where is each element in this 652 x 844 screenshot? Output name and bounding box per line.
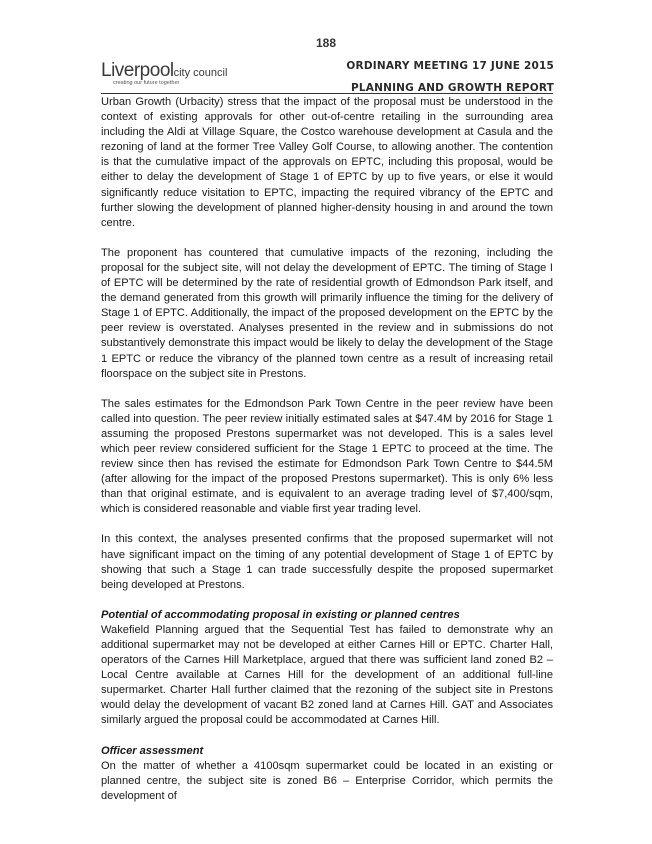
paragraph: On the matter of whether a 4100sqm supermarket could be located in an existing or planned centre, the subject site is zoned B6 – Enterprise Corridor, which permits the development of — [101, 759, 553, 802]
paragraph: The proponent has countered that cumulative impacts of the rezoning, including the proposal for the subject site, will not delay the development of EPTC. The timing of Stage I of EPTC will be determined by the rate of residential growth of Edmondson Park itself, and the demand generated from this growth will primarily influence the timing for the delivery of Stage 1 of EPTC. Additionally, the impact of the proposed development on the EPTC by the peer review is overstated. Analyses presented in the review and in submissions do not substantively demonstrate this impact would be likely to delay the development of the Stage 1 EPTC or reduce the vibrancy of the planned town centre as a result of increasing retail floorspace on the subject site in Prestons. — [101, 246, 553, 380]
logo-tagline: creating our future together — [113, 80, 180, 86]
logo-main-text: Liverpool — [101, 60, 174, 81]
paragraph: Urban Growth (Urbacity) stress that the impact of the proposal must be understood in the context of existing approvals for other out-of-centre retailing in the surrounding area including the Aldi at Village Square, the Costco warehouse development at Casula and the rezoning of land at the former Tree Valley Golf Course, to allowing another. The contention is that the cumulative impact of the approvals on EPTC, including this proposal, would be either to delay the development of Stage 1 of EPTC by up to five years, or else it would significantly reduce visitation to EPTC, impacting the required vibrancy of the EPTC and further slowing the development of planned higher-density housing in and around the town centre. — [101, 96, 553, 229]
council-logo — [101, 60, 227, 86]
paragraph: The sales estimates for the Edmondson Park Town Centre in the peer review have been called into question. The peer review initially estimated sales at $47.4M by 2016 for Stage 1 assuming the proposed Prestons supermarket was not developed. This is a sales level which peer review considered sufficient for the Stage 1 EPTC to proceed at the time. The review since then has revised the estimate for Edmondson Park Town Centre to $44.5M (after allowing for the impact of the proposed Prestons supermarket). This is only 6% less than that original estimate, and is equivalent to an average trading level of $7,400/sqm, which is considered reasonable and viable first year trading level. — [101, 397, 553, 516]
logo-wordmark — [101, 60, 227, 82]
meeting-title: ORDINARY MEETING 17 JUNE 2015 — [346, 60, 554, 72]
logo-suffix: city council — [173, 67, 228, 79]
section-heading: Potential of accommodating proposal in existing or planned centres — [101, 608, 460, 621]
section-heading: Officer assessment — [101, 744, 204, 757]
report-title: PLANNING AND GROWTH REPORT — [350, 82, 554, 94]
page-number: 188 — [315, 36, 337, 50]
paragraph: Wakefield Planning argued that the Sequential Test has failed to demonstrate why an additional supermarket may not be developed at either Carnes Hill or EPTC. Charter Hall, operators of the Carnes Hill Marketplace, argued that there was sufficient land zoned B2 – Local Centre available at Carnes Hill for the development of an additional full-line supermarket. Charter Hall further claimed that the rezoning of the subject site in Prestons would delay the development of vacant B2 zoned land at Carnes Hill. GAT and Associates similarly argued the proposal could be accommodated at Carnes Hill. — [101, 623, 553, 727]
header-divider — [101, 93, 553, 94]
report-body — [101, 95, 553, 819]
paragraph: In this context, the analyses presented confirms that the proposed supermarket will not have significant impact on the timing of any potential development of Stage 1 of EPTC by showing that such a Stage 1 can trade successfully despite the proposed supermarket being developed at Prestons. — [101, 533, 553, 591]
